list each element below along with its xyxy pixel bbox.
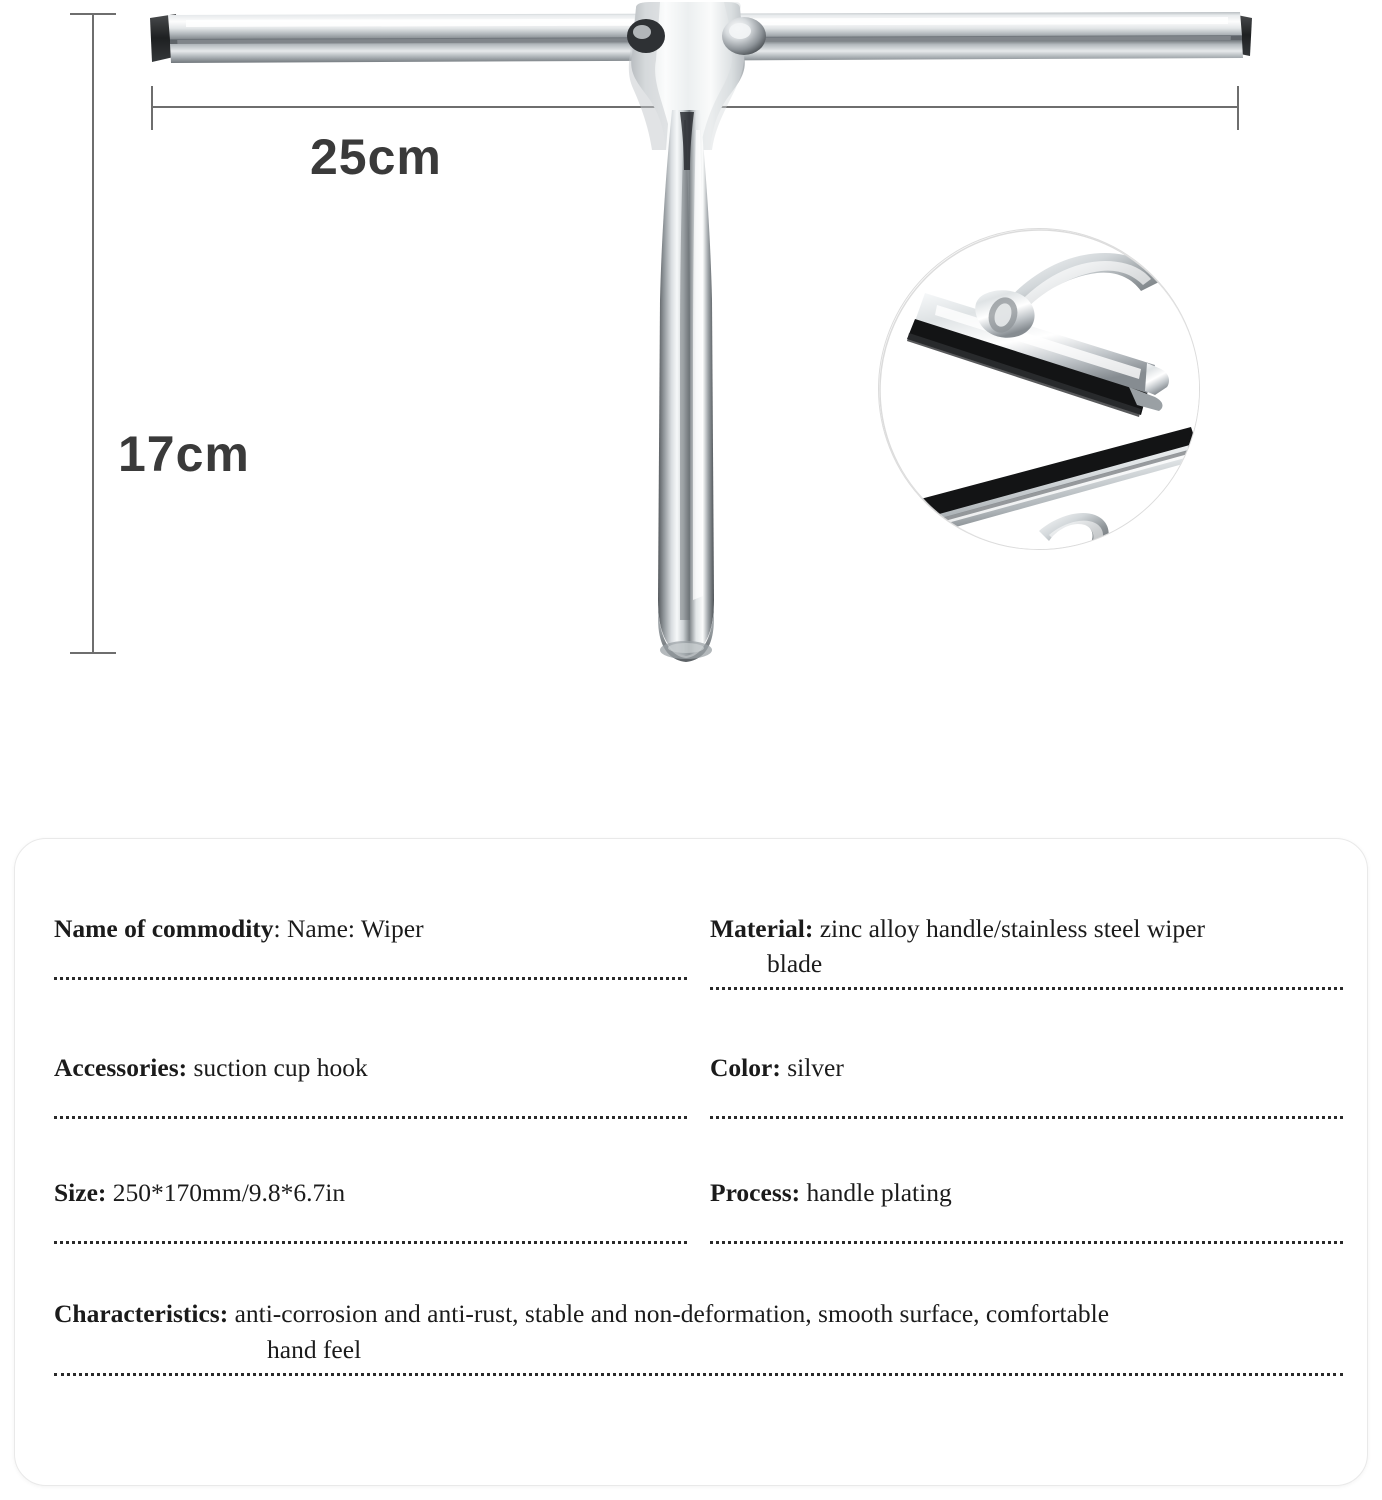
spec-cell-accessories: [41, 1050, 687, 1119]
spec-dotted-rule: [54, 977, 687, 980]
spec-cell-characteristics: [41, 1296, 1343, 1375]
spec-text: [697, 1050, 1343, 1116]
spec-separator: :: [273, 914, 281, 943]
spec-text: [41, 911, 687, 977]
specification-grid: [41, 911, 1343, 1376]
spec-label: Accessories:: [54, 1053, 188, 1083]
width-dimension-label: 25cm: [310, 129, 442, 185]
row-spacer: [41, 1244, 1343, 1296]
row-spacer: [41, 1119, 1343, 1175]
spec-dotted-rule: [54, 1373, 1343, 1376]
spec-value: suction cup hook: [193, 1053, 368, 1083]
spec-text: [41, 1050, 687, 1116]
spec-row: [41, 1050, 1343, 1119]
spec-label: Characteristics:: [54, 1299, 229, 1329]
spec-text: [697, 911, 1343, 987]
spec-cell-size: [41, 1175, 687, 1244]
spec-text: [697, 1175, 1343, 1241]
spec-dotted-rule: [710, 987, 1343, 990]
spec-value-line2: hand feel: [267, 1334, 362, 1364]
spec-text: [41, 1296, 1343, 1372]
row-spacer: [41, 990, 1343, 1050]
spec-value: Name: Wiper: [287, 914, 424, 943]
spec-dotted-rule: [710, 1241, 1343, 1244]
spec-row: [41, 1175, 1343, 1244]
spec-label: Color:: [710, 1053, 781, 1083]
spec-value: 250*170mm/9.8*6.7in: [112, 1178, 346, 1208]
spec-cell-name-of-commodity: [41, 911, 687, 990]
spec-label: Material:: [710, 914, 814, 943]
detail-closeup-inset: [878, 228, 1200, 550]
spec-value: handle plating: [806, 1178, 952, 1208]
spec-value: anti-corrosion and anti-rust, stable and non-deformation, smooth surface, comfortable: [234, 1299, 1110, 1329]
spec-dotted-rule: [710, 1116, 1343, 1119]
spec-label: Name of commodity: [54, 914, 274, 943]
specification-card: [14, 838, 1368, 1486]
spec-label: Size:: [54, 1178, 107, 1208]
spec-value: zinc alloy handle/stainless steel wiper: [819, 914, 1205, 943]
spec-cell-process: [697, 1175, 1343, 1244]
height-dimension-label: 17cm: [118, 426, 250, 482]
spec-cell-color: [697, 1050, 1343, 1119]
spec-row: [41, 911, 1343, 990]
spec-value: silver: [787, 1053, 844, 1083]
spec-cell-material: [697, 911, 1343, 990]
spec-row: [41, 1296, 1343, 1375]
spec-value-line2: blade: [767, 949, 823, 979]
spec-dotted-rule: [54, 1116, 687, 1119]
spec-label: Process:: [710, 1178, 801, 1208]
spec-text: [41, 1175, 687, 1241]
detail-closeup-drawing: [879, 229, 1200, 550]
spec-dotted-rule: [54, 1241, 687, 1244]
